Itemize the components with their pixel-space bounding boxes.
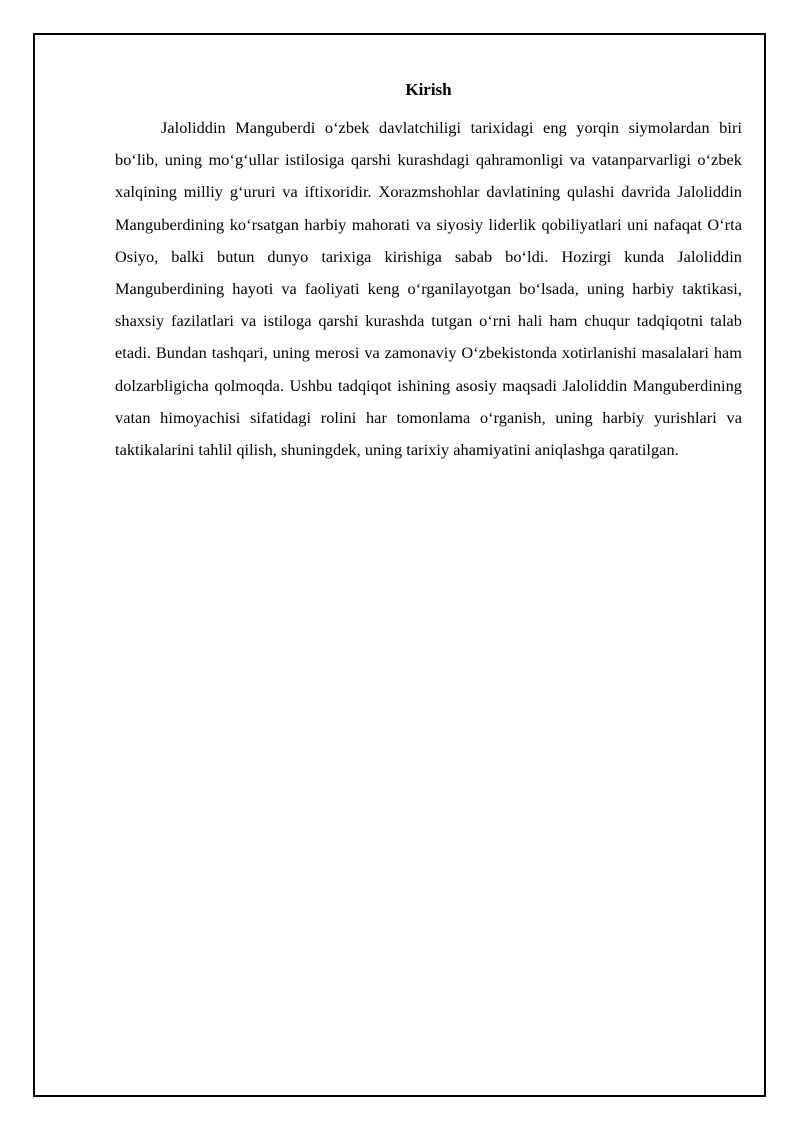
page-title: Kirish [405,80,452,99]
document-body [115,78,742,466]
intro-paragraph: Jaloliddin Manguberdi o‘zbek davlatchiligi tarixidagi eng yorqin siymolardan biri bo‘lib, uning mo‘g‘ullar istilosiga qarshi kurashdagi qahramonligi va vatanparvarligi o‘zbek xalqining milliy g‘ururi va iftixoridir. Xorazmshohlar davlatining qulashi davrida Jaloliddin Manguberdining ko‘rsatgan harbiy mahorati va siyosiy liderlik qobiliyatlari uni nafaqat O‘rta Osiyo, balki butun dunyo tarixiga kirishiga sabab bo‘ldi. Hozirgi kunda Jaloliddin Manguberdining hayoti va faoliyati keng o‘rganilayotgan bo‘lsada, uning harbiy taktikasi, shaxsiy fazilatlari va istiloga qarshi kurashda tutgan o‘rni hali ham chuqur tadqiqotni talab etadi. Bundan tashqari, uning merosi va zamonaviy O‘zbekistonda xotirlanishi masalalari ham dolzarbligicha qolmoqda. Ushbu tadqiqot ishining asosiy maqsadi Jaloliddin Manguberdining vatan himoyachisi sifatidagi rolini har tomonlama o‘rganish, uning harbiy yurishlari va taktikalarini tahlil qilish, shuningdek, uning tarixiy ahamiyatini aniqlashga qaratilgan. [115,118,742,460]
